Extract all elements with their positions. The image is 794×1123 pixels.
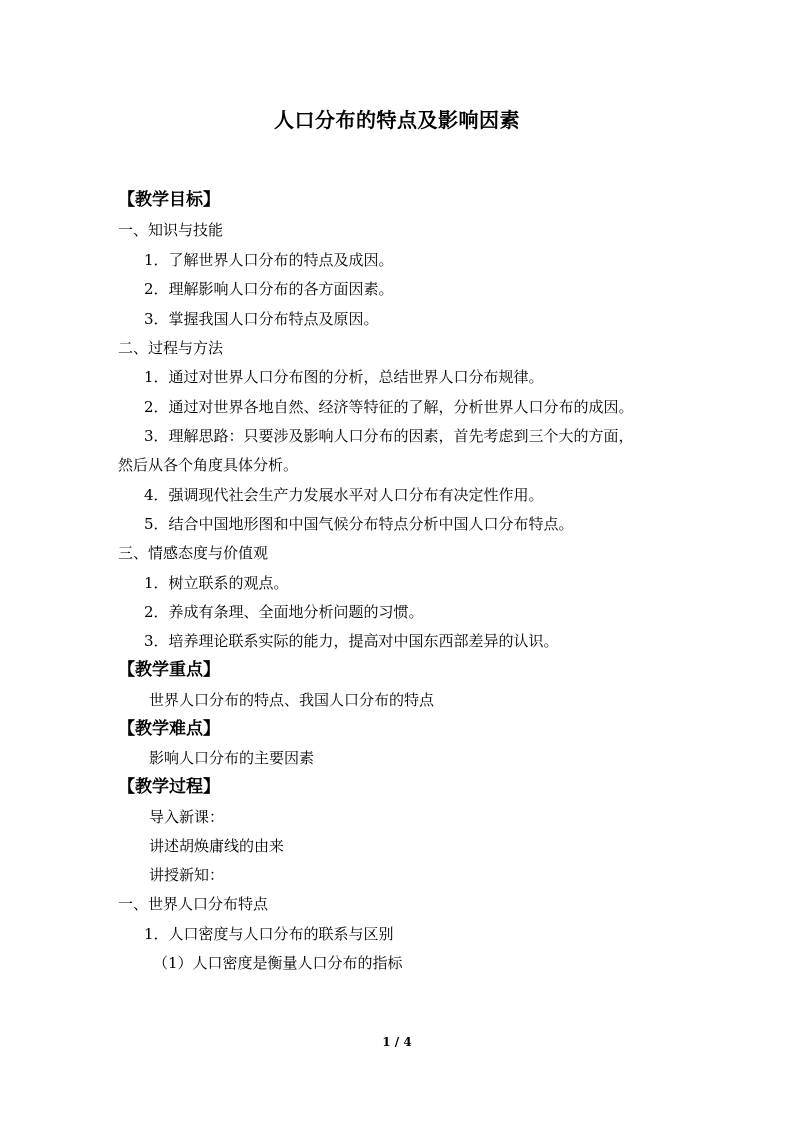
section-heading-goals: 【教学目标】 [118,190,220,210]
list-item: 2．养成有条理、全面地分析问题的习惯。 [144,603,424,621]
list-item: 4．强调现代社会生产力发展水平对人口分布有决定性作用。 [144,486,544,504]
list-item: 1．通过对世界人口分布图的分析，总结世界人口分布规律。 [144,368,544,386]
list-item: 2．理解影响人口分布的各方面因素。 [144,280,394,298]
list-item: 1．了解世界人口分布的特点及成因。 [144,251,394,269]
key-points-text: 世界人口分布的特点、我国人口分布的特点 [149,691,435,709]
section-heading-difficulties: 【教学难点】 [118,719,220,739]
list-item: 5．结合中国地形图和中国气候分布特点分析中国人口分布特点。 [144,515,574,533]
subsection-heading-attitude: 三、情感态度与价值观 [118,544,269,562]
list-item: 2．通过对世界各地自然、经济等特征的了解，分析世界人口分布的成因。 [144,398,634,416]
process-line: 导入新课： [149,808,225,826]
section-heading-key-points: 【教学重点】 [118,660,220,680]
page-number: 1 / 4 [382,1035,412,1049]
process-line: 讲述胡焕庸线的由来 [149,837,285,855]
subsection-heading-knowledge: 一、知识与技能 [118,221,224,239]
list-item: 3．培养理论联系实际的能力，提高对中国东西部差异的认识。 [144,632,559,650]
process-line: 1．人口密度与人口分布的联系与区别 [144,925,394,943]
document-title: 人口分布的特点及影响因素 [274,108,520,132]
process-line: （1）人口密度是衡量人口分布的指标 [153,954,403,972]
list-item: 1．树立联系的观点。 [144,574,289,592]
subsection-heading-process-method: 二、过程与方法 [118,339,224,357]
section-heading-teaching-process: 【教学过程】 [118,777,220,797]
list-item: 3．理解思路：只要涉及影响人口分布的因素，首先考虑到三个大的方面， [144,427,634,445]
list-item-continuation: 然后从各个角度具体分析。 [118,456,299,474]
process-line: 讲授新知： [149,866,225,884]
process-heading-world-distribution: 一、世界人口分布特点 [118,895,269,913]
list-item: 3．掌握我国人口分布特点及原因。 [144,310,379,328]
difficulties-text: 影响人口分布的主要因素 [149,749,315,767]
